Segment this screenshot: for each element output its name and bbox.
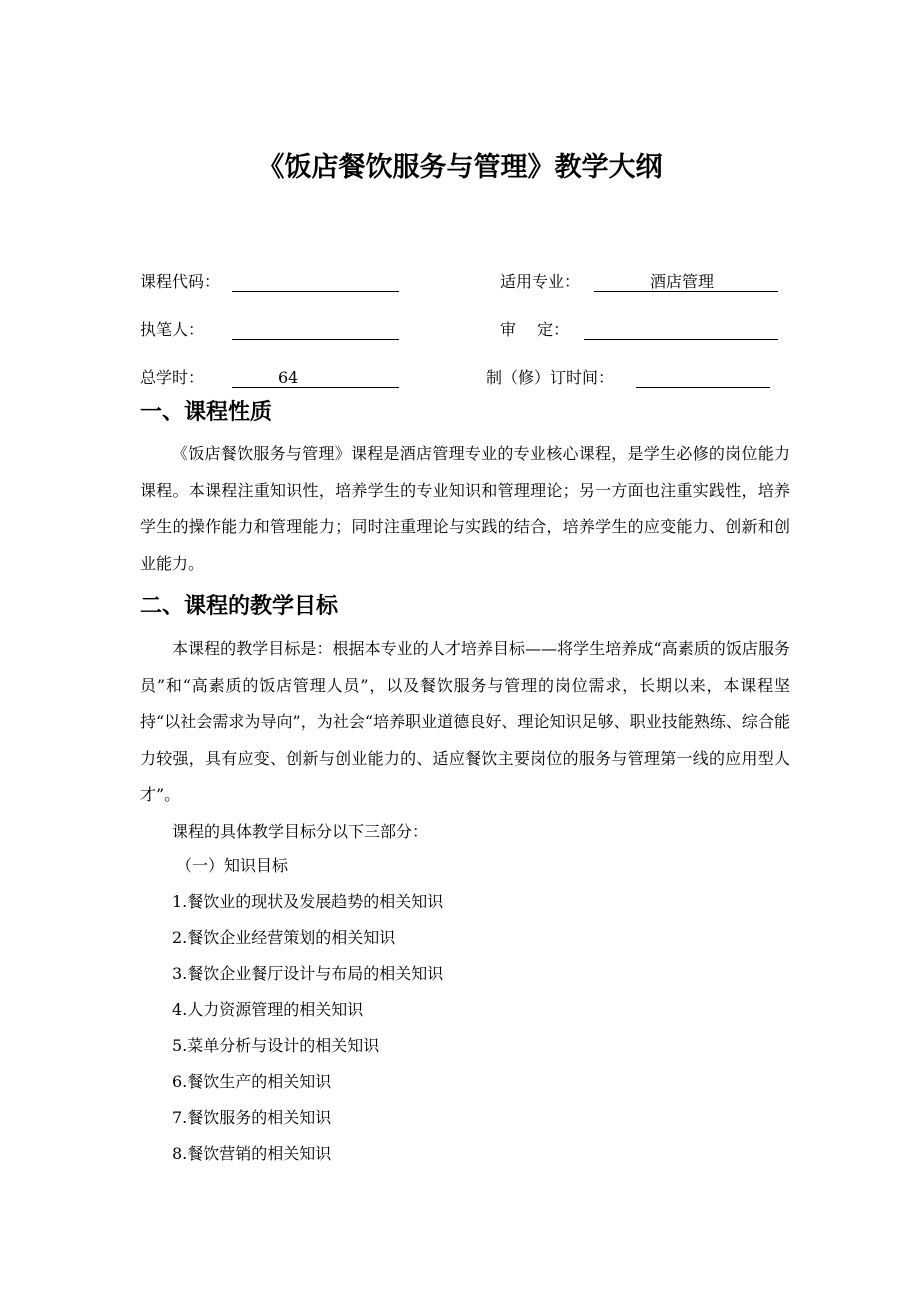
- section-heading-objectives: 二、课程的教学目标: [140, 594, 339, 619]
- list-item: 6.餐饮生产的相关知识: [172, 1072, 332, 1091]
- major-value: 酒店管理: [650, 272, 715, 291]
- course-code-underline: [232, 291, 399, 292]
- section-paragraph-nature: 《饭店餐饮服务与管理》课程是酒店管理专业的专业核心课程，是学生必修的岗位能力课程。本课程注重知识性，培养学生的专业知识和管理理论；另一方面也注重实践性，培养学生的操作能力和管理能力；同时注重理论与实践的结合，培养学生的应变能力、创新和创业能力。: [140, 444, 790, 573]
- hours-underline: [232, 387, 399, 388]
- list-item: 4.人力资源管理的相关知识: [172, 1000, 364, 1019]
- list-item: 3.餐饮企业餐厅设计与布局的相关知识: [172, 964, 444, 983]
- list-item: 5.菜单分析与设计的相关知识: [172, 1036, 380, 1055]
- writer-label: 执笔人：: [140, 320, 205, 339]
- document-title: 《饭店餐饮服务与管理》教学大纲: [257, 152, 663, 183]
- list-item: 7.餐饮服务的相关知识: [172, 1108, 332, 1127]
- writer-underline: [232, 339, 399, 340]
- objectives-intro: 课程的具体教学目标分以下三部分：: [172, 822, 429, 841]
- section-paragraph-objectives: 本课程的教学目标是：根据本专业的人才培养目标——将学生培养成“高素质的饭店服务员”和“高素质的饭店管理人员”，以及餐饮服务与管理的岗位需求，长期以来，本课程坚持“以社会需求为导向”，为社会“培养职业道德良好、理论知识足够、职业技能熟练、综合能力较强，具有应变、创新与创业能力的、适应餐饮主要岗位的服务与管理第一线的应用型人才”。: [140, 639, 790, 804]
- major-label: 适用专业：: [500, 272, 581, 291]
- section-heading-nature: 一、课程性质: [140, 400, 273, 425]
- revision-underline: [636, 387, 770, 388]
- list-item: 2.餐饮企业经营策划的相关知识: [172, 928, 396, 947]
- course-code-label: 课程代码：: [140, 272, 221, 291]
- review-label: 审 定：: [500, 320, 570, 339]
- review-underline: [584, 339, 778, 340]
- revision-label: 制（修）订时间：: [486, 368, 615, 387]
- hours-value: 64: [278, 368, 299, 387]
- hours-label: 总学时：: [140, 368, 205, 387]
- list-item: 8.餐饮营销的相关知识: [172, 1144, 332, 1163]
- list-item: 1.餐饮业的现状及发展趋势的相关知识: [172, 892, 444, 911]
- knowledge-subheading: （一）知识目标: [176, 856, 289, 875]
